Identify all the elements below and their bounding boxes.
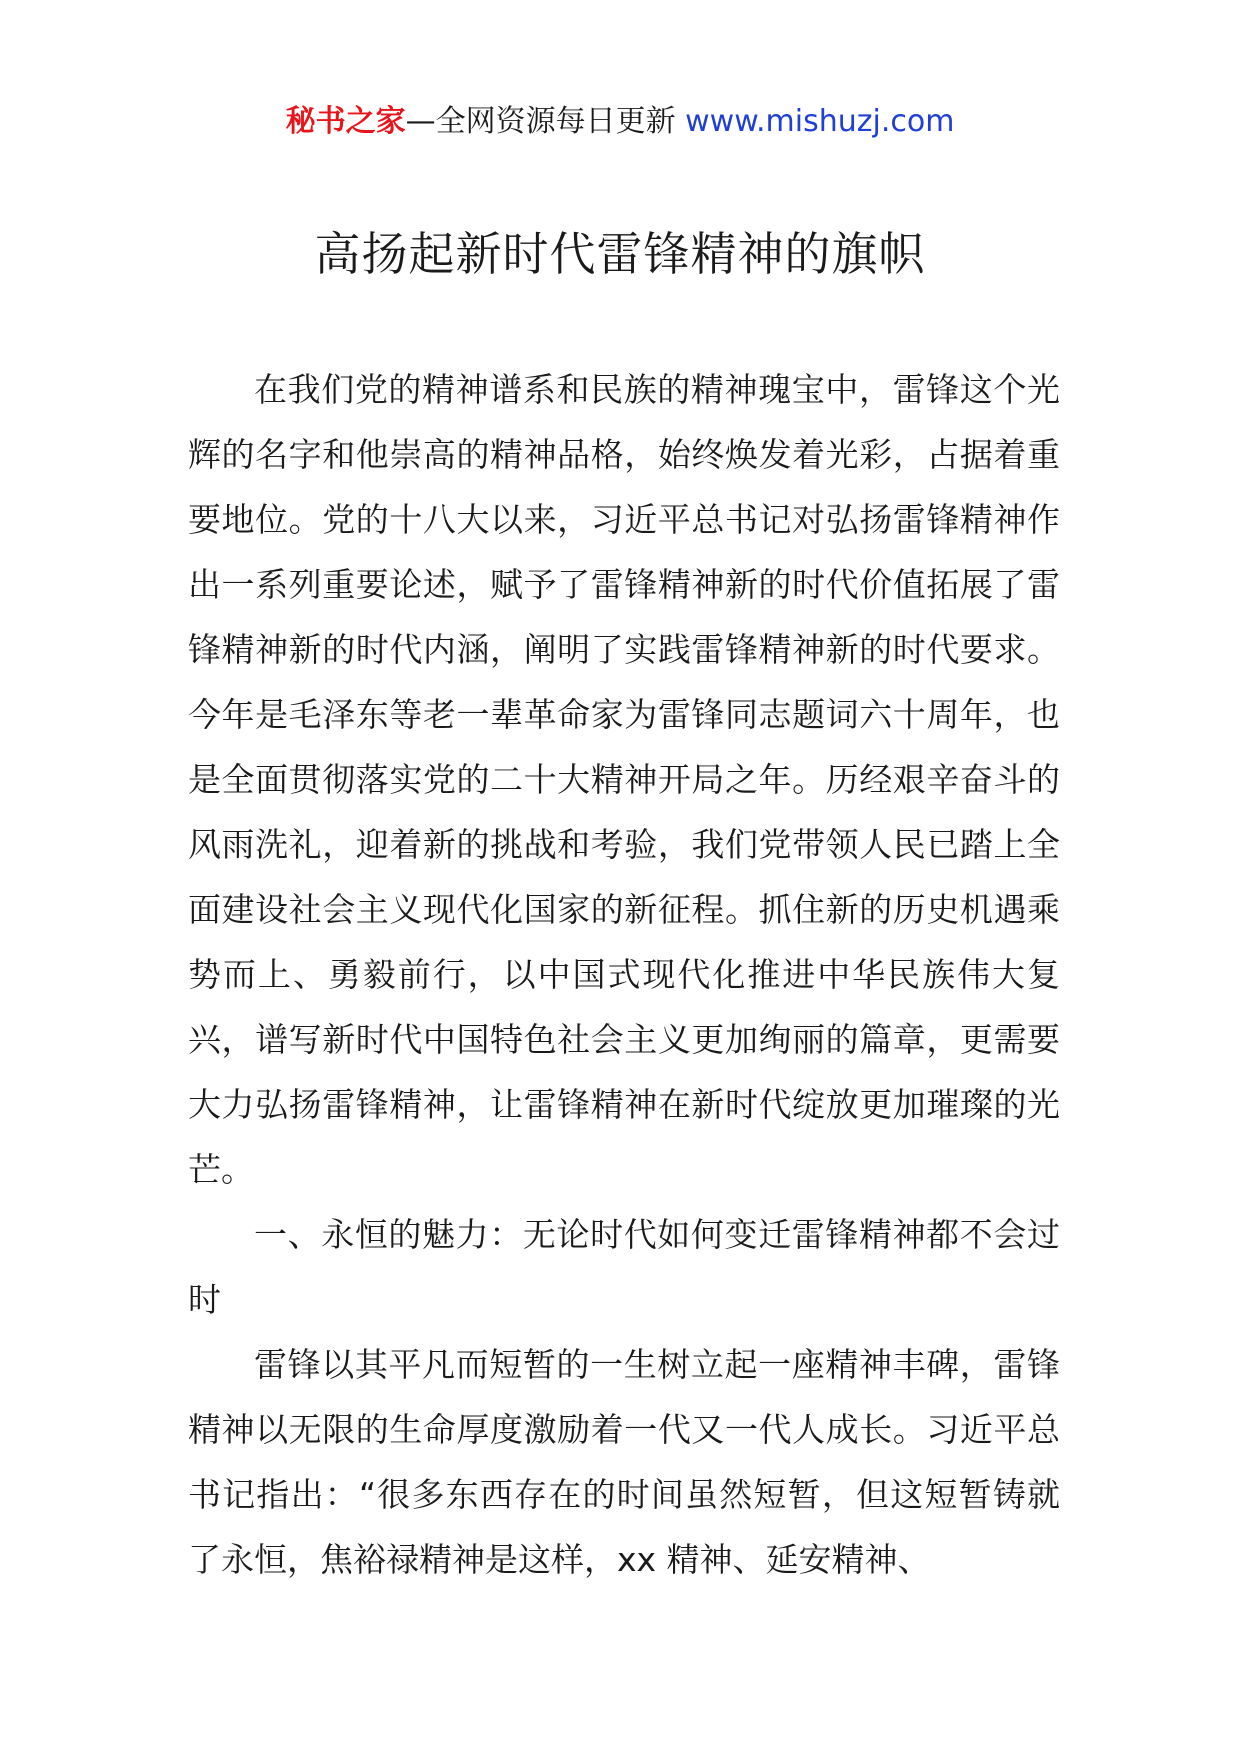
site-header: [0, 100, 1240, 144]
intro-paragraph: 在我们党的精神谱系和民族的精神瑰宝中，雷锋这个光辉的名字和他崇高的精神品格，始终焕发着光彩，占据着重要地位。党的十八大以来，习近平总书记对弘扬雷锋精神作出一系列重要论述，赋予了雷锋精神新的时代价值拓展了雷锋精神新的时代内涵，阐明了实践雷锋精神新的时代要求。今年是毛泽东等老一辈革命家为雷锋同志题词六十周年，也是全面贯彻落实党的二十大精神开局之年。历经艰辛奋斗的风雨洗礼，迎着新的挑战和考验，我们党带领人民已踏上全面建设社会主义现代化国家的新征程。抓住新的历史机遇乘势而上、勇毅前行，以中国式现代化推进中华民族伟大复兴，谱写新时代中国特色社会主义更加绚丽的篇章，更需要大力弘扬雷锋精神，让雷锋精神在新时代绽放更加璀璨的光芒。: [188, 370, 1060, 1189]
site-slogan: —全网资源每日更新: [405, 104, 676, 139]
document-title: 高扬起新时代雷锋精神的旗帜: [314, 227, 926, 281]
document-body: [188, 357, 1060, 1592]
section-heading: 一、永恒的魅力：无论时代如何变迁雷锋精神都不会过时: [188, 1215, 1060, 1319]
site-url-link[interactable]: www.mishuzj.com: [685, 104, 955, 139]
site-brand: 秘书之家: [285, 104, 406, 139]
body-paragraph: 雷锋以其平凡而短暂的一生树立起一座精神丰碑，雷锋精神以无限的生命厚度激励着一代又一代人成长。习近平总书记指出：“很多东西存在的时间虽然短暂，但这短暂铸就了永恒，焦裕禄精神是这样，xx 精神、延安精神、: [188, 1345, 1060, 1579]
